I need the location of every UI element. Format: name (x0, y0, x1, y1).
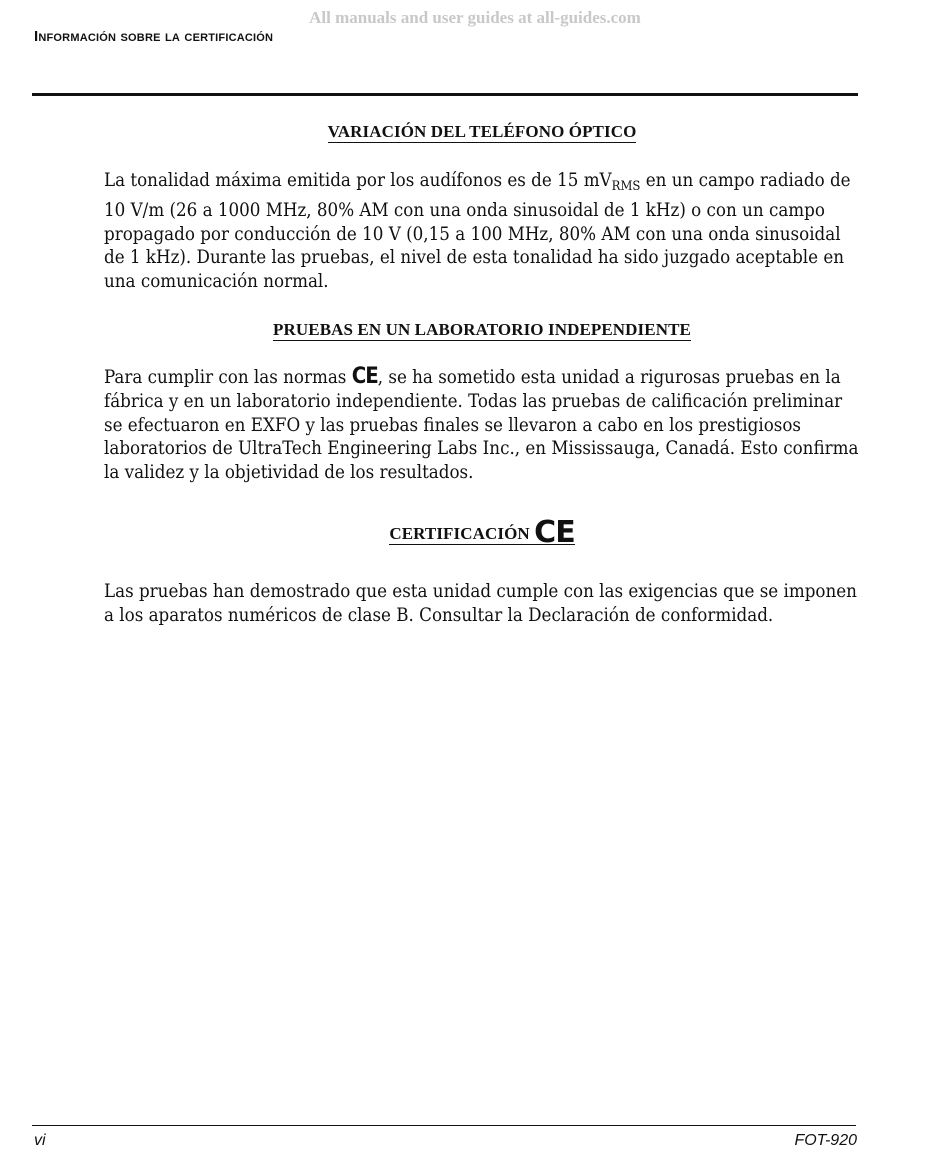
paragraph-telefono-optico (104, 169, 860, 294)
section-title-text: PRUEBAS EN UN LABORATORIO INDEPENDIENTE (273, 319, 691, 339)
page-content (104, 122, 860, 628)
ce-mark-icon: CE (351, 363, 378, 389)
section-title-laboratorio (104, 320, 860, 340)
section-title-underline (389, 514, 575, 550)
section-title-certificacion (104, 515, 860, 550)
paragraph-text: Para cumplir con las normas (104, 366, 352, 388)
paragraph-laboratorio (104, 365, 860, 485)
section-title-text: CERTIFICACIÓN (389, 523, 530, 543)
footer-rule (32, 1125, 856, 1126)
ce-mark-icon: CE (534, 514, 575, 550)
paragraph-certificacion: Las pruebas han demostrado que esta unidad cumple con las exigencias que se imponen a los aparatos numéricos de clase B. Consultar la Declaración de conformidad. (104, 580, 857, 626)
section-title-text: VARIACIÓN DEL TELÉFONO ÓPTICO (327, 122, 637, 141)
footer-model: FOT-920 (794, 1132, 857, 1149)
paragraph-text: La tonalidad máxima emitida por los audífonos es de 15 mV (104, 170, 612, 191)
running-header: Información sobre la certificación (34, 28, 274, 45)
page-number: vi (34, 1132, 46, 1149)
paragraph-text: en un campo radiado de 10 V/m (26 a 1000 MHz, 80% AM con una onda sinusoidal de 1 kHz) o con un campo propagado por conducción de 10 V (0,15 a 100 MHz, 80% AM con una onda sinusoidal de 1 kHz). Durante las pruebas, el nivel de esta tonalidad ha sido juzgado aceptable en una comunicación normal. (104, 170, 851, 293)
header-rule (32, 93, 858, 96)
rms-subscript: RMS (611, 179, 641, 194)
paragraph-text: , se ha sometido esta unidad a rigurosas pruebas en la fábrica y en un laboratorio independiente. Todas las pruebas de calificación preliminar se efectuaron en EXFO y las pruebas finales se llevaron a cabo en los prestigiosos laboratorios de UltraTech Engineering Labs Inc., en Mississauga, Canadá. Esto confirma la validez y la objetividad de los resultados. (104, 366, 859, 484)
section-title-telefono-optico (104, 122, 860, 142)
watermark: All manuals and user guides at all-guides.com (309, 8, 641, 27)
